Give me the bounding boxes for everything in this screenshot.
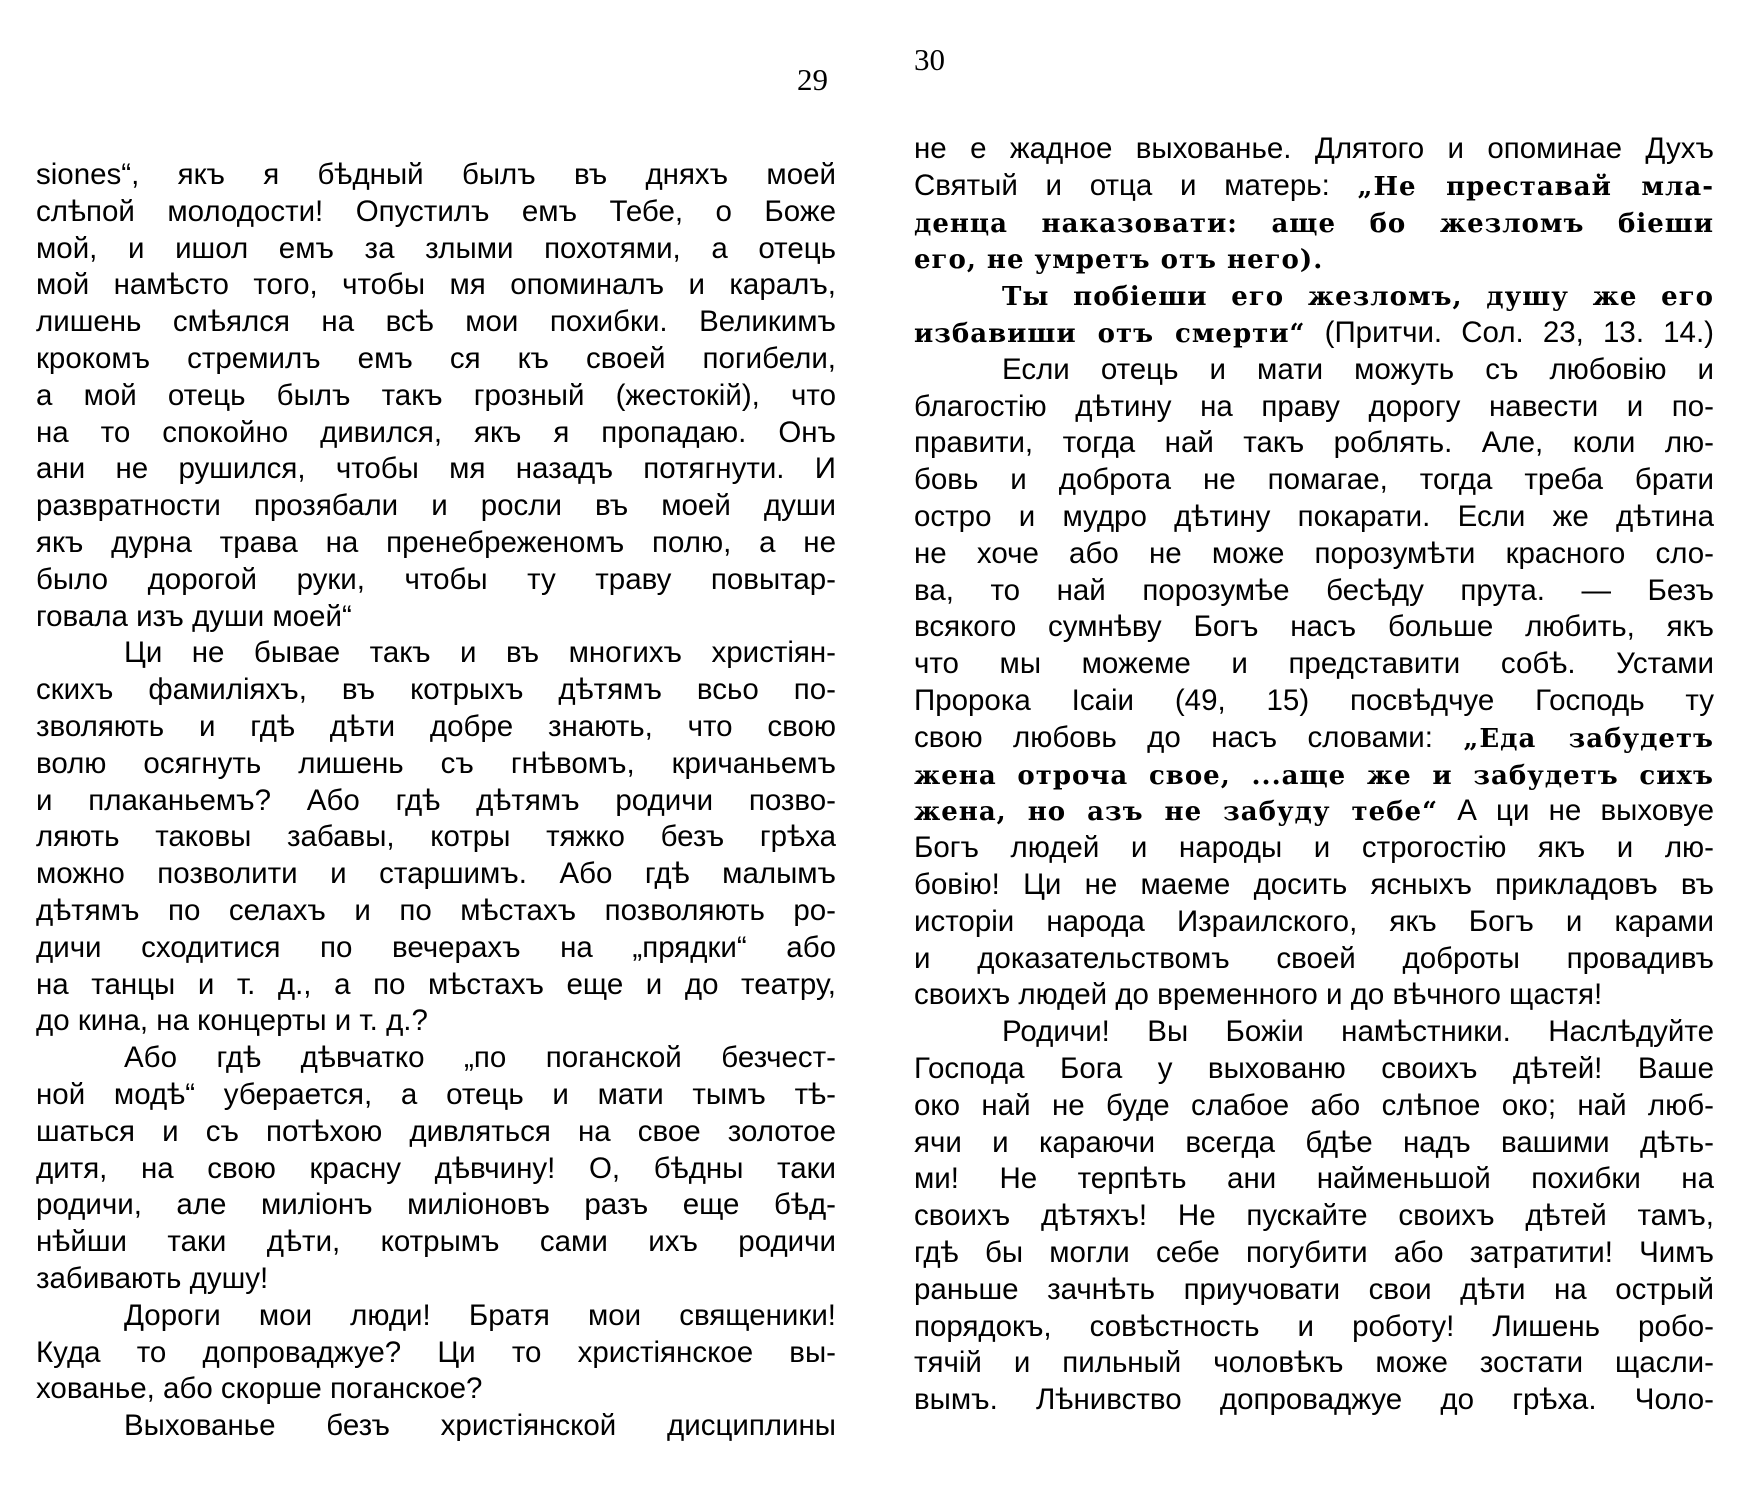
text-line bbox=[914, 168, 1714, 205]
text-line: развратности прозябали и росли въ моей души bbox=[36, 489, 836, 523]
text-line bbox=[914, 1382, 1714, 1419]
text-run: бовію! Ци не маеме досить ясныхъ прикладовъ въ bbox=[914, 867, 1714, 901]
text-run: Родичи! Вы Божіи намѣстники. Наслѣдуйте bbox=[1002, 1015, 1714, 1049]
text-line: шаться и съ потѣхою дивляться на свое золотое bbox=[36, 1114, 836, 1148]
text-line bbox=[914, 315, 1714, 352]
text-run: порядокъ, совѣстность и роботу! Лишень робо- bbox=[914, 1309, 1714, 1343]
text-line bbox=[914, 977, 1714, 1014]
page-text bbox=[914, 131, 1714, 1419]
scripture-quote: „Не преставай мла- bbox=[1357, 171, 1714, 202]
text-line: мой намѣсто того, чтобы мя опоминалъ и каралъ, bbox=[36, 268, 836, 302]
text-run: своихъ дѣтяхъ! Не пускайте своихъ дѣтей тамъ, bbox=[914, 1199, 1714, 1233]
text-run: не хоче або не може порозумѣти красного сло- bbox=[914, 536, 1714, 570]
right-page bbox=[870, 0, 1740, 1500]
text-line bbox=[914, 278, 1714, 315]
text-line: хованье, або скорше поганское? bbox=[36, 1372, 483, 1406]
text-line bbox=[914, 904, 1714, 941]
text-line bbox=[914, 1161, 1714, 1198]
text-line bbox=[914, 867, 1714, 904]
text-line: говала изъ души моей“ bbox=[36, 599, 352, 633]
text-line bbox=[914, 1309, 1714, 1346]
text-run: остро и мудро дѣтину покарати. Если же дѣтина bbox=[914, 499, 1714, 533]
text-line: на танцы и т. д., а по мѣстахъ еще и до театру, bbox=[36, 967, 836, 1001]
text-run: А ци не выховуе bbox=[1438, 794, 1714, 828]
text-run: своихъ людей до временного и до вѣчного щастя! bbox=[914, 978, 1603, 1012]
text-run: свою любовь до насъ словами: bbox=[914, 720, 1464, 754]
text-run: око най не буде слабое або слѣпое око; най люб- bbox=[914, 1088, 1714, 1122]
text-run: что мы можеме и представити собѣ. Устами bbox=[914, 647, 1714, 681]
text-line bbox=[914, 793, 1714, 830]
text-run: не е жадное выхованье. Длятого и опоминае Духъ bbox=[914, 132, 1714, 165]
text-line: волю осягнуть лишень съ гнѣвомъ, кричаньемъ bbox=[36, 746, 836, 780]
text-line bbox=[914, 720, 1714, 757]
text-line: и плаканьемъ? Або гдѣ дѣтямъ родичи позво- bbox=[36, 783, 836, 817]
page-text bbox=[36, 157, 836, 1445]
text-run: Господа Бога у выхованю своихъ дѣтей! Ваше bbox=[914, 1051, 1714, 1085]
text-run: Пророка Ісаіи (49, 15) посвѣдчуе Господь ту bbox=[914, 683, 1714, 717]
text-line: можно позволити и старшимъ. Або гдѣ малымъ bbox=[36, 857, 836, 891]
text-line: скихъ фамиліяхъ, въ котрыхъ дѣтямъ всьо по- bbox=[36, 673, 836, 707]
text-line bbox=[914, 425, 1714, 462]
text-run: (Притчи. Сол. 23, 13. 14.) bbox=[1305, 315, 1714, 349]
text-run: ва, то най порозумѣе бесѣду прута. — Безъ bbox=[914, 573, 1714, 607]
text-line: дитя, на свою красну дѣвчину! О, бѣдны таки bbox=[36, 1151, 836, 1185]
text-line bbox=[914, 389, 1714, 426]
text-line bbox=[914, 609, 1714, 646]
text-run: всякого сумнѣву Богъ насъ больше любить, якъ bbox=[914, 610, 1714, 644]
text-line: а мой отець былъ такъ грозный (жестокій), что bbox=[36, 378, 836, 412]
text-line bbox=[914, 1088, 1714, 1125]
text-line bbox=[914, 683, 1714, 720]
text-line bbox=[914, 536, 1714, 573]
text-line bbox=[914, 499, 1714, 536]
text-line bbox=[914, 941, 1714, 978]
text-line: мой, и ишол емъ за злыми похотями, а отець bbox=[36, 231, 836, 265]
text-line bbox=[914, 462, 1714, 499]
text-line bbox=[914, 757, 1714, 794]
text-line: слѣпой молодости! Опустилъ емъ Тебе, о Боже bbox=[36, 194, 836, 228]
text-line bbox=[914, 1235, 1714, 1272]
text-line bbox=[914, 1014, 1714, 1051]
text-line: на то спокойно дивился, якъ я пропадаю. Онъ bbox=[36, 415, 836, 449]
scripture-quote: денца наказовати: аще бо жезломъ біеши bbox=[914, 208, 1714, 239]
text-line bbox=[914, 1051, 1714, 1088]
text-line: крокомъ стремилъ емъ ся къ своей погибели, bbox=[36, 341, 836, 375]
text-line: Куда то допроваджуе? Ци то христіянское вы- bbox=[36, 1335, 836, 1369]
text-line: ляють таковы забавы, котры тяжко безъ грѣха bbox=[36, 820, 836, 854]
text-line bbox=[914, 205, 1714, 242]
text-line: до кина, на концерты и т. д.? bbox=[36, 1004, 428, 1038]
text-line bbox=[914, 573, 1714, 610]
text-line: Ци не бывае такъ и въ многихъ христіян- bbox=[124, 636, 836, 670]
scripture-quote: избавиши отъ смерти“ bbox=[914, 318, 1306, 349]
text-run: тячій и пильный чоловѣкъ може зостати щасли- bbox=[914, 1346, 1714, 1380]
text-line: зволяють и гдѣ дѣти добре знають, что свою bbox=[36, 709, 836, 743]
text-run: и доказательствомъ своей доброты провадивъ bbox=[914, 941, 1714, 975]
scripture-quote: его, не умретъ отъ него). bbox=[914, 245, 1324, 276]
text-line: ной модѣ“ уберается, а отець и мати тымъ тѣ- bbox=[36, 1077, 836, 1111]
text-run: благостію дѣтину на праву дорогу навести и по- bbox=[914, 389, 1714, 423]
text-run: правити, тогда най такъ роблять. Але, коли лю- bbox=[914, 426, 1714, 460]
text-run: Святый и отца и матерь: bbox=[914, 168, 1358, 202]
text-line: Выхованье безъ христіянской дисциплины bbox=[124, 1409, 836, 1443]
text-line: лишень смѣялся на всѣ мои похибки. Великимъ bbox=[36, 305, 836, 339]
text-run: Если отець и мати можуть съ любовію и bbox=[1002, 352, 1714, 386]
text-run: вымъ. Лѣнивство допроваджуе до грѣха. Чоло- bbox=[914, 1383, 1714, 1417]
page-number: 29 bbox=[797, 62, 828, 97]
text-run: гдѣ бы могли себе погубити або затратити! Чимъ bbox=[914, 1235, 1714, 1269]
text-line: Дороги мои люди! Братя мои священики! bbox=[124, 1298, 836, 1332]
text-line: дичи сходитися по вечерахъ на „прядки“ або bbox=[36, 930, 836, 964]
scripture-quote: жена, но азъ не забуду тебе“ bbox=[914, 797, 1439, 828]
text-run: ми! Не терпѣть ани найменьшой похибки на bbox=[914, 1162, 1714, 1196]
text-line: якъ дурна трава на пренебреженомъ полю, а не bbox=[36, 525, 836, 559]
text-line bbox=[914, 241, 1714, 278]
page-number: 30 bbox=[914, 42, 945, 77]
text-line bbox=[914, 1345, 1714, 1382]
text-run: раньше зачнѣть приучовати свои дѣти на острый bbox=[914, 1272, 1714, 1306]
text-line: было дорогой руки, чтобы ту траву повытар- bbox=[36, 562, 836, 596]
text-line bbox=[914, 1125, 1714, 1162]
text-line bbox=[914, 646, 1714, 683]
text-run: исторіи народа Израилского, якъ Богъ и карами bbox=[914, 904, 1714, 938]
text-line bbox=[914, 131, 1714, 168]
scripture-quote: Ты побіеши его жезломъ, душу же его bbox=[1002, 282, 1714, 313]
text-line bbox=[914, 1198, 1714, 1235]
text-line: дѣтямъ по селахъ и по мѣстахъ позволяють ро- bbox=[36, 893, 836, 927]
text-line: нѣйши таки дѣти, котрымъ сами ихъ родичи bbox=[36, 1225, 836, 1259]
text-run: бовь и доброта не помагае, тогда треба брати bbox=[914, 463, 1714, 497]
text-line: ани не рушился, чтобы мя назадъ потягнути. И bbox=[36, 452, 836, 486]
text-run: Богъ людей и народы и строгостію якъ и лю- bbox=[914, 831, 1714, 865]
text-line bbox=[914, 1272, 1714, 1309]
text-line: Або гдѣ дѣвчатко „по поганской безчест- bbox=[124, 1041, 836, 1075]
text-line: забивають душу! bbox=[36, 1261, 269, 1295]
scripture-quote: жена отроча свое, ...аще же и забудетъ сихъ bbox=[914, 760, 1714, 791]
text-line bbox=[914, 830, 1714, 867]
text-line bbox=[914, 352, 1714, 389]
scripture-quote: „Еда забудетъ bbox=[1463, 723, 1714, 754]
text-line: siones“, якъ я бѣдный былъ въ дняхъ моей bbox=[36, 158, 836, 191]
text-line: родичи, але миліонъ миліоновъ разъ еще бѣд- bbox=[36, 1188, 836, 1222]
text-run: ячи и караючи всегда бдѣе надъ вашими дѣть- bbox=[914, 1125, 1714, 1159]
